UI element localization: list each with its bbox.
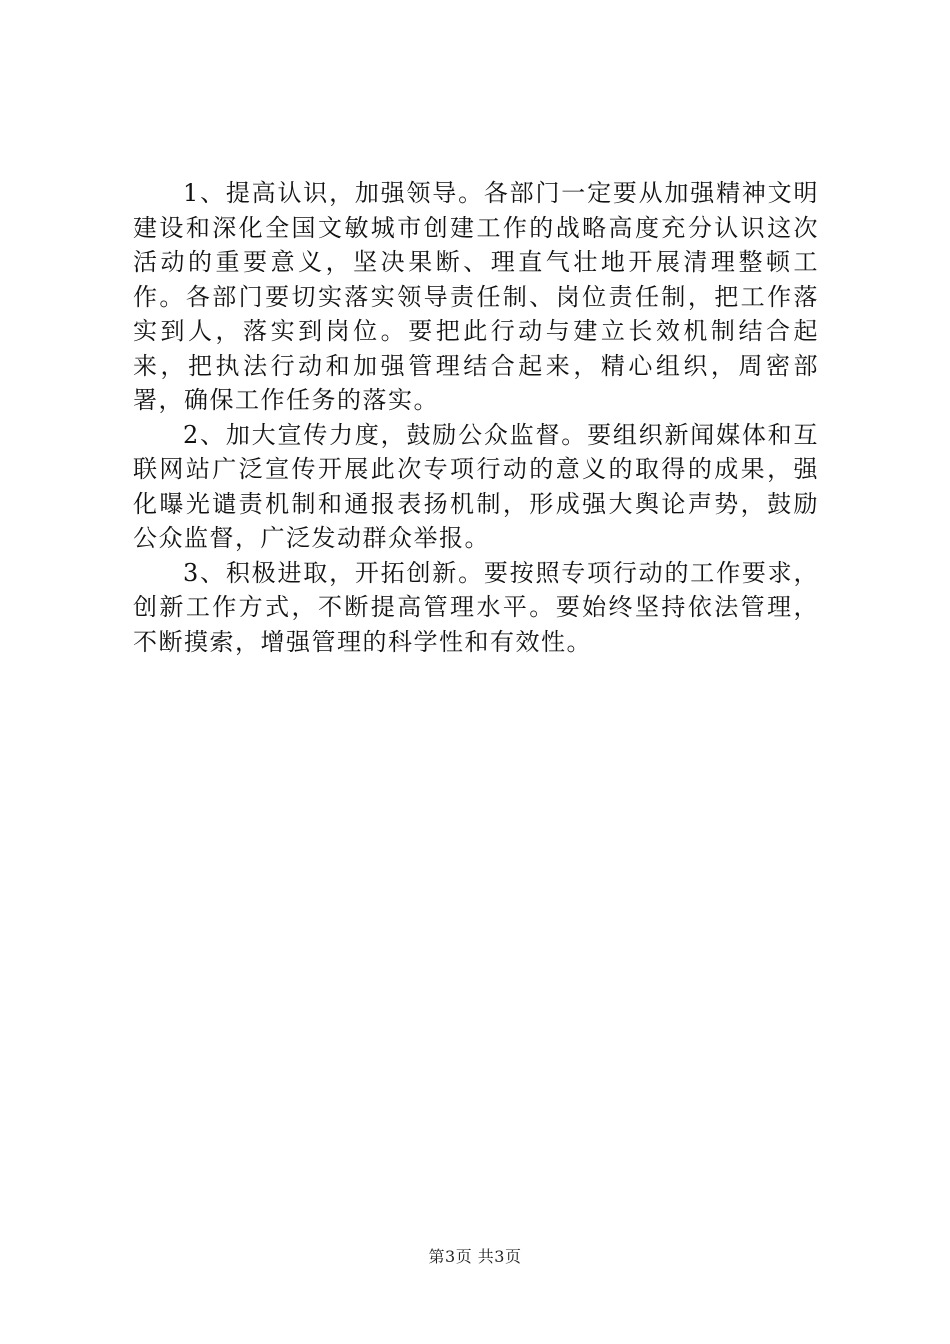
page-footer: 第3页 共3页 xyxy=(428,1247,522,1266)
paragraph-2: 2、加大宣传力度，鼓励公众监督。要组织新闻媒体和互联网站广泛宣传开展此次专项行动的意义的取得的成果，强化曝光谴责机制和通报表扬机制，形成强大舆论声势，鼓励公众监督，广泛发动群众举报。 xyxy=(133,420,819,552)
paragraph-3: 3、积极进取，开拓创新。要按照专项行动的工作要求，创新工作方式，不断提高管理水平。要始终坚持依法管理，不断摸索，增强管理的科学性和有效性。 xyxy=(133,558,819,656)
document-body xyxy=(133,176,819,659)
paragraph-1: 1、提高认识，加强领导。各部门一定要从加强精神文明建设和深化全国文敏城市创建工作的战略高度充分认识这次活动的重要意义，坚决果断、理直气壮地开展清理整顿工作。各部门要切实落实领导责任制、岗位责任制，把工作落实到人，落实到岗位。要把此行动与建立长效机制结合起来，把执法行动和加强管理结合起来，精心组织，周密部署，确保工作任务的落实。 xyxy=(133,179,819,414)
